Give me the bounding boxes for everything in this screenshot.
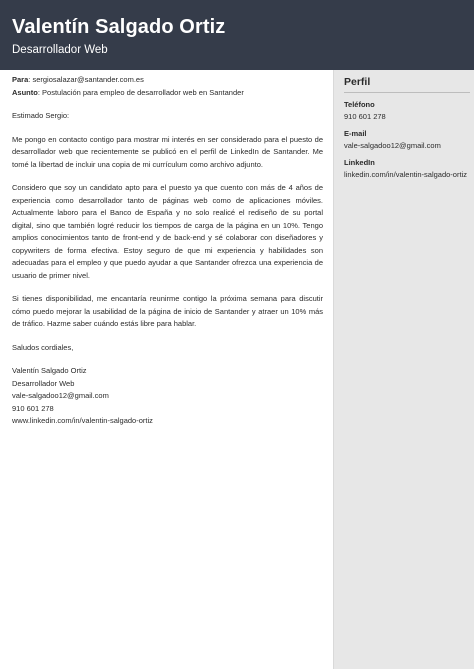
linkedin-value: linkedin.com/in/valentin-salgado-ortiz [344,170,467,179]
paragraph-experience: Considero que soy un candidato apto para el puesto ya que cuento con más de 4 años de experiencia como desarrollador tanto de páginas web como de aplicaciones móviles. Actualmente laboro para el Banco de España y no solo realicé el rediseño de su portal digital, sino que también logré reducir los tiempos de carga de la página en un 10%. Tengo amplios conocimientos tanto de front-end y de back-end y sé colaborar con diseñadores y copywriters de forma efectiva. Estoy seguro de que mi experiencia y habilidades son adecuadas para el empleo y que puedo ayudar a que Santander ofrezca una experiencia de usuario de primer nivel. [12,183,323,280]
signature-role: Desarrollador Web [12,378,75,388]
email-label: E-mail [344,129,367,138]
email-value: vale-salgadoo12@gmail.com [344,141,441,150]
recipient-label: Para [12,75,29,84]
phone-value: 910 601 278 [344,112,386,121]
linkedin-label: LinkedIn [344,158,375,167]
profile-title: Perfil [344,76,371,88]
applicant-name: Valentín Salgado Ortiz [12,16,226,38]
recipient-line: Para: sergiosalazar@santander.com.es [12,75,144,84]
greeting: Estimado Sergio: [12,111,70,120]
signature-linkedin: www.linkedin.com/in/valentin-salgado-ortiz [12,416,153,425]
signature-name: Valentín Salgado Ortiz [12,366,87,375]
subject-line: Asunto: Postulación para empleo de desarrollador web en Santander [12,87,244,97]
closing: Saludos cordiales, [12,342,74,352]
subject-label: Asunto [12,87,38,97]
subject-text: Postulación para empleo de desarrollador web en Santander [42,87,244,97]
profile-divider [344,92,470,93]
profile-sidebar [333,70,474,669]
letter-body [12,72,323,428]
phone-label: Teléfono [344,100,375,109]
paragraph-meeting: Si tienes disponibilidad, me encantaría reunirme contigo la próxima semana para discutir cómo puedo mejorar la usabilidad de la página de inicio de Santander y atraer un 10% más de tráfico. Hazme saber cuándo estás libre para hablar. [12,294,323,328]
signature-phone: 910 601 278 [12,403,54,413]
signature-email: vale-salgadoo12@gmail.com [12,391,109,400]
paragraph-intro: Me pongo en contacto contigo para mostrar mi interés en ser considerado para el puesto de desarrollador web que recientemente se publicó en el perfil de LinkedIn de Santander. Me tomé la libertad de incluir una copia de mi currículum como archivo adjunto. [12,134,323,169]
applicant-role: Desarrollador Web [12,44,108,56]
header-banner [0,0,474,70]
recipient-email: sergiosalazar@santander.com.es [32,75,144,84]
signature-block [12,365,323,428]
